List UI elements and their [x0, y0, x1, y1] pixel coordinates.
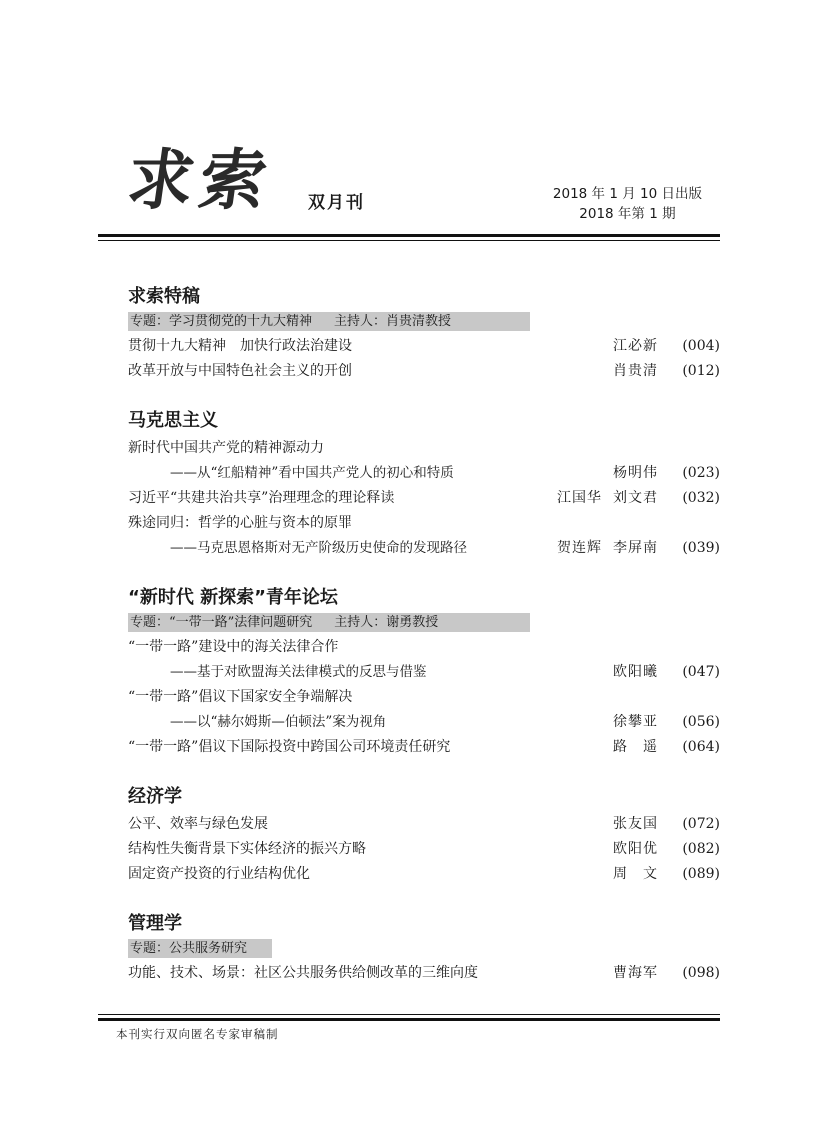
table-of-contents — [128, 284, 720, 1010]
section-qiusuo-special — [128, 284, 720, 384]
host-label: 主持人：谢勇教授 — [334, 615, 439, 630]
entry-title: “一带一路”倡议下国家安全争端解决 — [128, 689, 353, 705]
topic-banner — [128, 613, 530, 632]
topic-banner — [128, 939, 272, 958]
toc-entry[interactable] — [128, 735, 720, 760]
section-youth-forum — [128, 585, 720, 760]
entry-author: 欧阳优 — [613, 841, 658, 857]
entry-page: (072) — [682, 816, 720, 832]
section-title: 求索特稿 — [128, 286, 200, 307]
entry-author: 江必新 — [613, 338, 658, 354]
masthead — [98, 140, 720, 240]
toc-entry[interactable] — [128, 961, 720, 986]
toc-entry[interactable] — [128, 837, 720, 862]
entry-page: (004) — [682, 338, 720, 354]
entry-author: 徐攀亚 — [613, 714, 658, 730]
entry-title: “一带一路”建设中的海关法律合作 — [128, 639, 339, 655]
entry-title: 固定资产投资的行业结构优化 — [128, 866, 310, 882]
toc-entry[interactable] — [128, 511, 720, 536]
entry-title: 新时代中国共产党的精神源动力 — [128, 440, 324, 456]
section-economics — [128, 784, 720, 887]
publication-date: 2018 年 1 月 10 日出版 — [552, 186, 702, 202]
entry-author: 江国华 — [557, 490, 602, 506]
entry-author: 张友国 — [613, 816, 658, 832]
toc-entry[interactable] — [128, 635, 720, 660]
section-title: “新时代 新探索”青年论坛 — [128, 587, 338, 608]
entry-title: 改革开放与中国特色社会主义的开创 — [128, 363, 352, 379]
entry-author: 肖贵清 — [613, 363, 658, 379]
header-rule-thin — [98, 240, 720, 241]
entry-page: (032) — [682, 490, 720, 506]
entry-subtitle: ——马克思恩格斯对无产阶级历史使命的发现路径 — [170, 540, 467, 556]
entry-title: 公平、效率与绿色发展 — [128, 816, 268, 832]
entry-author: 贺连辉 — [557, 540, 602, 556]
entry-page: (023) — [682, 465, 720, 481]
entry-subtitle: ——以“赫尔姆斯—伯顿法”案为视角 — [170, 714, 387, 730]
host-label: 主持人：肖贵清教授 — [334, 314, 452, 329]
entry-coauthor: 刘文君 — [613, 490, 658, 506]
journal-logo: 求索 — [122, 141, 278, 219]
entry-author: 欧阳曦 — [613, 664, 658, 680]
entry-page: (039) — [682, 540, 720, 556]
toc-entry[interactable] — [128, 812, 720, 837]
entry-author: 周 文 — [613, 866, 658, 882]
entry-title: “一带一路”倡议下国际投资中跨国公司环境责任研究 — [128, 739, 451, 755]
entry-coauthor: 李屏南 — [613, 540, 658, 556]
section-title: 管理学 — [128, 913, 182, 934]
topic-label: 专题：公共服务研究 — [130, 941, 248, 956]
toc-entry[interactable] — [128, 862, 720, 887]
toc-entry-subtitle[interactable] — [128, 461, 720, 486]
topic-banner — [128, 312, 530, 331]
entry-page: (064) — [682, 739, 720, 755]
review-policy-note: 本刊实行双向匿名专家审稿制 — [116, 1027, 279, 1041]
footer-rule-thin — [98, 1014, 720, 1015]
toc-entry-subtitle[interactable] — [128, 536, 720, 561]
entry-title: 贯彻十九大精神 加快行政法治建设 — [128, 338, 352, 354]
publication-info — [553, 184, 702, 224]
entry-page: (089) — [682, 866, 720, 882]
topic-label: 专题：学习贯彻党的十九大精神 — [130, 314, 313, 329]
entry-author: 路 遥 — [613, 739, 658, 755]
entry-subtitle: ——从“红船精神”看中国共产党人的初心和特质 — [170, 465, 454, 481]
entry-author: 曹海军 — [613, 965, 658, 981]
entry-subtitle: ——基于对欧盟海关法律模式的反思与借鉴 — [170, 664, 427, 680]
header-rule-thick — [98, 234, 720, 237]
issue-number: 2018 年第 1 期 — [579, 206, 676, 222]
toc-entry[interactable] — [128, 334, 720, 359]
entry-page: (047) — [682, 664, 720, 680]
toc-entry-subtitle[interactable] — [128, 710, 720, 735]
entry-page: (012) — [682, 363, 720, 379]
entry-page: (082) — [682, 841, 720, 857]
section-title: 马克思主义 — [128, 410, 218, 431]
toc-entry-subtitle[interactable] — [128, 660, 720, 685]
entry-page: (056) — [682, 714, 720, 730]
section-marxism — [128, 408, 720, 561]
topic-label: 专题：“一带一路”法律问题研究 — [130, 615, 313, 630]
footer-rule-thick — [98, 1018, 720, 1021]
section-title: 经济学 — [128, 786, 182, 807]
entry-title: 结构性失衡背景下实体经济的振兴方略 — [128, 841, 366, 857]
entry-page: (098) — [682, 965, 720, 981]
toc-entry[interactable] — [128, 685, 720, 710]
entry-title: 殊途同归：哲学的心脏与资本的原罪 — [128, 515, 352, 531]
toc-entry[interactable] — [128, 486, 720, 511]
entry-author: 杨明伟 — [613, 465, 658, 481]
entry-title: 习近平“共建共治共享”治理理念的理论释读 — [128, 490, 395, 506]
section-management — [128, 911, 720, 986]
publication-frequency: 双月刊 — [308, 193, 365, 213]
toc-entry[interactable] — [128, 359, 720, 384]
entry-title: 功能、技术、场景：社区公共服务供给侧改革的三维向度 — [128, 965, 478, 981]
toc-entry[interactable] — [128, 436, 720, 461]
